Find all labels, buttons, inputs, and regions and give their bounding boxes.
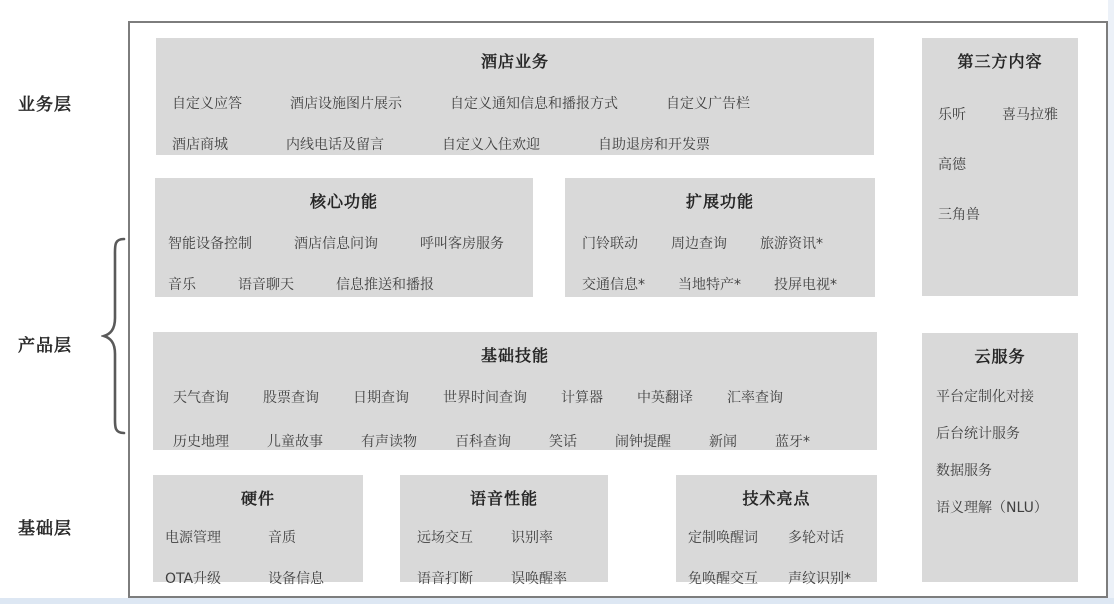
- feature-row: [922, 460, 1078, 480]
- feature-item: 多轮对话: [788, 530, 844, 546]
- feature-item: 汇率查询: [727, 390, 783, 406]
- feature-row: [156, 134, 874, 154]
- feature-item: 自定义广告栏: [666, 96, 750, 112]
- feature-item: 投屏电视*: [774, 277, 837, 293]
- feature-row: [676, 527, 877, 547]
- feature-item: 酒店商城: [172, 137, 228, 153]
- feature-item: 自定义入住欢迎: [442, 137, 540, 153]
- panel-voice-performance: [400, 475, 608, 587]
- feature-row: [676, 568, 877, 588]
- feature-item: 自助退房和开发票: [598, 137, 710, 153]
- feature-row: [922, 154, 1078, 174]
- panel-title: 基础技能: [480, 346, 549, 365]
- panel-title: 酒店业务: [480, 52, 549, 71]
- feature-item: 高德: [938, 157, 966, 173]
- feature-row: [922, 104, 1078, 124]
- feature-item: 数据服务: [936, 463, 992, 479]
- feature-item: 百科查询: [455, 434, 511, 450]
- feature-item: 历史地理: [173, 434, 229, 450]
- feature-item: 闹钟提醒: [615, 434, 671, 450]
- feature-item: 远场交互: [417, 530, 473, 546]
- feature-item: 音质: [268, 530, 296, 546]
- feature-item: 天气查询: [173, 390, 229, 406]
- curly-brace-icon: [101, 236, 126, 436]
- panel-title: 扩展功能: [685, 192, 754, 211]
- feature-item: 有声读物: [361, 434, 417, 450]
- feature-item: 三角兽: [938, 207, 980, 223]
- feature-item: 语音聊天: [238, 277, 294, 293]
- feature-item: 自定义应答: [172, 96, 242, 112]
- feature-item: 门铃联动: [582, 236, 638, 252]
- window-edge-bottom: [0, 598, 1114, 604]
- feature-item: 智能设备控制: [168, 236, 252, 252]
- panel-third-party-content: [922, 38, 1078, 296]
- feature-item: 内线电话及留言: [286, 137, 384, 153]
- feature-item: 误唤醒率: [511, 571, 567, 587]
- feature-item: 语音打断: [417, 571, 473, 587]
- panel-core-features: [155, 178, 533, 297]
- feature-item: 周边查询: [671, 236, 727, 252]
- feature-item: OTA升级: [165, 571, 222, 587]
- feature-item: 计算器: [561, 390, 603, 406]
- feature-item: 旅游资讯*: [760, 236, 823, 252]
- feature-row: [922, 497, 1078, 517]
- feature-row: [155, 233, 533, 253]
- feature-item: 酒店信息问询: [294, 236, 378, 252]
- feature-item: 自定义通知信息和播报方式: [450, 96, 618, 112]
- panel-basic-skills: [153, 332, 877, 450]
- panel-title: 语音性能: [469, 489, 538, 508]
- feature-item: 信息推送和播报: [336, 277, 434, 293]
- feature-item: 平台定制化对接: [936, 389, 1034, 405]
- feature-item: 喜马拉雅: [1002, 107, 1058, 123]
- feature-row: [153, 568, 363, 588]
- panel-title: 第三方内容: [957, 52, 1043, 71]
- panel-title: 云服务: [974, 347, 1026, 366]
- feature-item: 设备信息: [268, 571, 325, 587]
- panel-title: 硬件: [240, 489, 275, 508]
- feature-item: 识别率: [511, 530, 553, 546]
- feature-row: [922, 386, 1078, 406]
- panel-tech-highlights: [676, 475, 877, 587]
- feature-row: [153, 431, 877, 451]
- feature-row: [400, 527, 608, 547]
- layer-label-foundation: 基础层: [18, 519, 72, 539]
- panel-title: 核心功能: [309, 192, 378, 211]
- panel-cloud-services: [922, 333, 1078, 582]
- feature-item: 蓝牙*: [775, 434, 810, 450]
- feature-item: 当地特产*: [678, 277, 741, 293]
- feature-row: [922, 423, 1078, 443]
- feature-item: 定制唤醒词: [688, 530, 758, 546]
- feature-item: 音乐: [168, 277, 196, 293]
- feature-row: [565, 233, 875, 253]
- feature-item: 笑话: [549, 434, 577, 450]
- feature-row: [565, 274, 875, 294]
- feature-item: 世界时间查询: [443, 390, 527, 406]
- feature-row: [400, 568, 608, 588]
- feature-item: 日期查询: [353, 390, 409, 406]
- feature-item: 免唤醒交互: [688, 571, 758, 587]
- layer-label-business: 业务层: [18, 95, 72, 115]
- feature-item: 呼叫客房服务: [420, 236, 504, 252]
- layer-label-product: 产品层: [18, 336, 72, 356]
- feature-row: [155, 274, 533, 294]
- panel-title: 技术亮点: [742, 489, 811, 508]
- feature-item: 后台统计服务: [936, 426, 1020, 442]
- feature-item: 新闻: [709, 434, 737, 450]
- feature-item: 声纹识别*: [788, 571, 851, 587]
- feature-item: 中英翻译: [637, 390, 693, 406]
- feature-item: 电源管理: [165, 530, 221, 546]
- feature-row: [153, 527, 363, 547]
- panel-extended-features: [565, 178, 875, 297]
- feature-item: 股票查询: [263, 390, 319, 406]
- panel-hotel-business: [156, 38, 874, 155]
- feature-item: 语义理解（NLU）: [936, 500, 1048, 516]
- panel-hardware: [153, 475, 363, 587]
- feature-item: 交通信息*: [582, 277, 645, 293]
- window-edge-right: [1108, 0, 1114, 604]
- feature-row: [156, 93, 874, 113]
- feature-item: 酒店设施图片展示: [290, 96, 402, 112]
- feature-row: [153, 387, 877, 407]
- feature-row: [922, 204, 1078, 224]
- feature-item: 乐听: [938, 107, 966, 123]
- feature-item: 儿童故事: [267, 434, 323, 450]
